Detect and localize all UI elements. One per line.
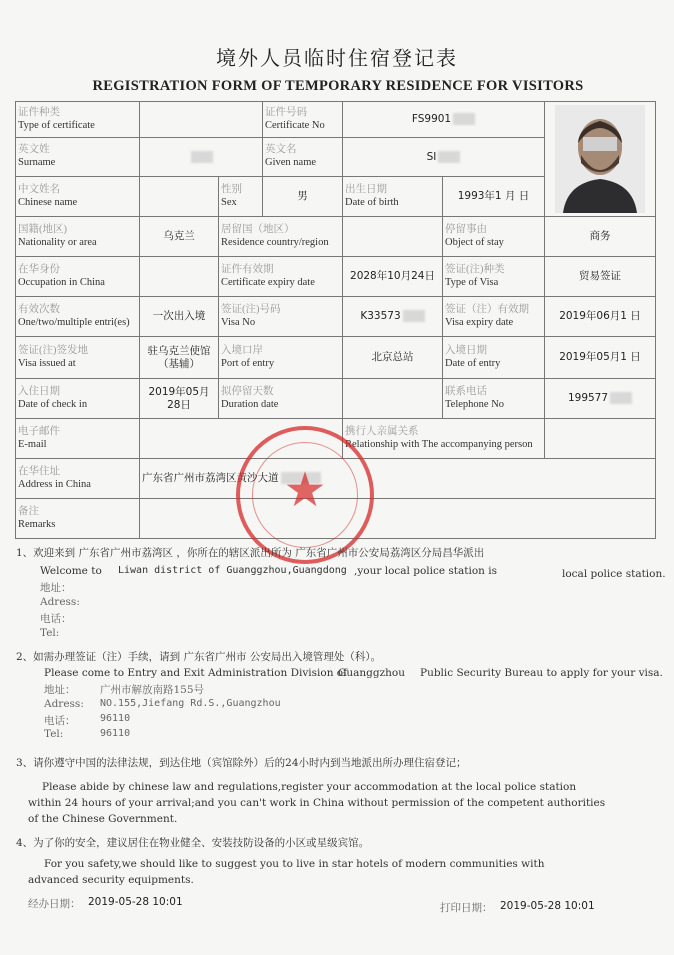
phone-label: 联系电话 Telephone No xyxy=(443,379,545,419)
relationship-value xyxy=(545,419,656,459)
note2-chinese: 2、如需办理签证（注）手续，请到 广东省广州市 公安局出入境管理处（科）。 xyxy=(16,651,382,663)
surname-label: 英文姓 Surname xyxy=(16,138,140,177)
checkin-value: 2019年05月28日 xyxy=(140,379,219,419)
visa-issued-value: 驻乌克兰使馆（基辅） xyxy=(140,337,219,379)
port-label: 入境口岸 Port of entry xyxy=(219,337,343,379)
remarks-value xyxy=(140,499,656,539)
note3-en-line3: of the Chinese Government. xyxy=(28,813,178,825)
email-value xyxy=(140,419,343,459)
note1-chinese: 1、欢迎来到 广东省广州市荔湾区 ，你所在的辖区派出所为 广东省广州市公安局荔湾区分局昌华派出 xyxy=(16,547,485,559)
note1-station: ,your local police station is xyxy=(354,565,498,577)
chinese-name-value xyxy=(140,177,219,217)
visa-type-label: 签证(注)种类 Type of Visa xyxy=(443,257,545,297)
cert-no-label: 证件号码 Certificate No xyxy=(263,102,343,138)
note1-place: Liwan district of Guanggzhou,Guangdong xyxy=(118,565,347,576)
address-label: 在华住址 Address in China xyxy=(16,459,140,499)
note3-en-line1: Please abide by chinese law and regulations,register your accommodation at the local police station xyxy=(42,781,577,793)
dob-value: 1993年1 月 日 xyxy=(443,177,545,217)
photo-cell xyxy=(545,102,656,217)
print-date-label: 打印日期： xyxy=(440,902,493,914)
note2-tel-en: Tel: xyxy=(44,728,64,740)
cert-expiry-value: 2028年10月24日 xyxy=(343,257,443,297)
note2-please: Please come to Entry and Exit Administration Division of xyxy=(44,667,348,679)
title-chinese: 境外人员临时住宿登记表 xyxy=(216,46,458,70)
registration-form-table xyxy=(15,101,656,539)
note1-addr-en: Adress: xyxy=(40,596,80,608)
note1-addr-cn: 地址： xyxy=(40,582,72,594)
dob-label: 出生日期 Date of birth xyxy=(343,177,443,217)
occupation-label: 在华身份 Occupation in China xyxy=(16,257,140,297)
cert-no-value: FS9901 xyxy=(343,102,545,138)
port-value: 北京总站 xyxy=(343,337,443,379)
visa-no-value: K33573 xyxy=(343,297,443,337)
handle-date-label: 经办日期： xyxy=(28,898,81,910)
visa-type-value: 贸易签证 xyxy=(545,257,656,297)
visa-expiry-value: 2019年06月1 日 xyxy=(545,297,656,337)
note1-tel-en: Tel: xyxy=(40,627,60,639)
type-cert-value xyxy=(140,102,263,138)
sex-value: 男 xyxy=(263,177,343,217)
remarks-label: 备注 Remarks xyxy=(16,499,140,539)
note2-addr-en: Adress: xyxy=(44,698,84,710)
given-name-label: 英文名 Given name xyxy=(263,138,343,177)
address-value: 广东省广州市荔湾区黄沙大道 xyxy=(140,459,656,499)
print-date-value: 2019-05-28 10:01 xyxy=(500,900,595,912)
nationality-value: 乌克兰 xyxy=(140,217,219,257)
duration-label: 拟停留天数 Duration date xyxy=(219,379,343,419)
given-name-value: SI xyxy=(343,138,545,177)
residence-value xyxy=(343,217,443,257)
note1-tel-cn: 电话： xyxy=(40,613,72,625)
title-english: REGISTRATION FORM OF TEMPORARY RESIDENCE FOR VISITORS xyxy=(92,78,584,94)
checkin-label: 入住日期 Date of check in xyxy=(16,379,140,419)
occupation-value xyxy=(140,257,219,297)
visa-issued-label: 签证(注)签发地 Visa issued at xyxy=(16,337,140,379)
note2-addr-en-value: NO.155,Jiefang Rd.S.,Guangzhou xyxy=(100,698,281,709)
relationship-label: 携行人亲属关系 Relationship with The accompanying person xyxy=(343,419,545,459)
note2-tel-en-value: 96110 xyxy=(100,728,131,739)
phone-value: 199577 xyxy=(545,379,656,419)
note4-en-line1: For you safety,we should like to suggest you to live in star hotels of modern communities with xyxy=(44,858,545,870)
person-photo xyxy=(555,105,645,213)
date-entry-label: 入境日期 Date of entry xyxy=(443,337,545,379)
note2-addr-cn-value: 广州市解放南路155号 xyxy=(100,684,205,696)
note3-en-line2: within 24 hours of your arrival;and you can't work in China without permission of the competent authorities xyxy=(28,797,606,809)
visa-expiry-label: 签证（注）有效期 Visa expiry date xyxy=(443,297,545,337)
object-value: 商务 xyxy=(545,217,656,257)
note4-en-line2: advanced security equipments. xyxy=(28,874,194,886)
note2-addr-cn: 地址： xyxy=(44,684,76,696)
sex-label: 性别 Sex xyxy=(219,177,263,217)
note2-city: Guanggzhou xyxy=(338,667,405,679)
surname-value xyxy=(140,138,263,177)
residence-label: 居留国（地区） Residence country/region xyxy=(219,217,343,257)
stamp-star-icon: ★ xyxy=(283,462,327,518)
note1-welcome: Welcome to xyxy=(40,565,102,577)
note1-end: local police station. xyxy=(562,568,666,580)
cert-expiry-label: 证件有效期 Certificate expiry date xyxy=(219,257,343,297)
entries-value: 一次出入境 xyxy=(140,297,219,337)
note2-tel-cn-value: 96110 xyxy=(100,713,131,724)
nationality-label: 国籍(地区) Nationality or area xyxy=(16,217,140,257)
type-cert-label: 证件种类 Type of certificate xyxy=(16,102,140,138)
note3-chinese: 3、请你遵守中国的法律法规，到达住地（宾馆除外）后的24小时内到当地派出所办理住宿登记； xyxy=(16,757,467,769)
handle-date-value: 2019-05-28 10:01 xyxy=(88,896,183,908)
entries-label: 有效次数 One/two/multiple entri(es) xyxy=(16,297,140,337)
note2-tel-cn: 电话： xyxy=(44,715,76,727)
note2-bureau: Public Security Bureau to apply for your visa. xyxy=(420,667,663,679)
object-label: 停留事由 Object of stay xyxy=(443,217,545,257)
visa-no-label: 签证(注)号码 Visa No xyxy=(219,297,343,337)
email-label: 电子邮件 E-mail xyxy=(16,419,140,459)
chinese-name-label: 中文姓名 Chinese name xyxy=(16,177,140,217)
note4-chinese: 4、为了你的安全，建议居住在物业健全、安装技防设备的小区或星级宾馆。 xyxy=(16,837,370,849)
date-entry-value: 2019年05月1 日 xyxy=(545,337,656,379)
duration-value xyxy=(343,379,443,419)
